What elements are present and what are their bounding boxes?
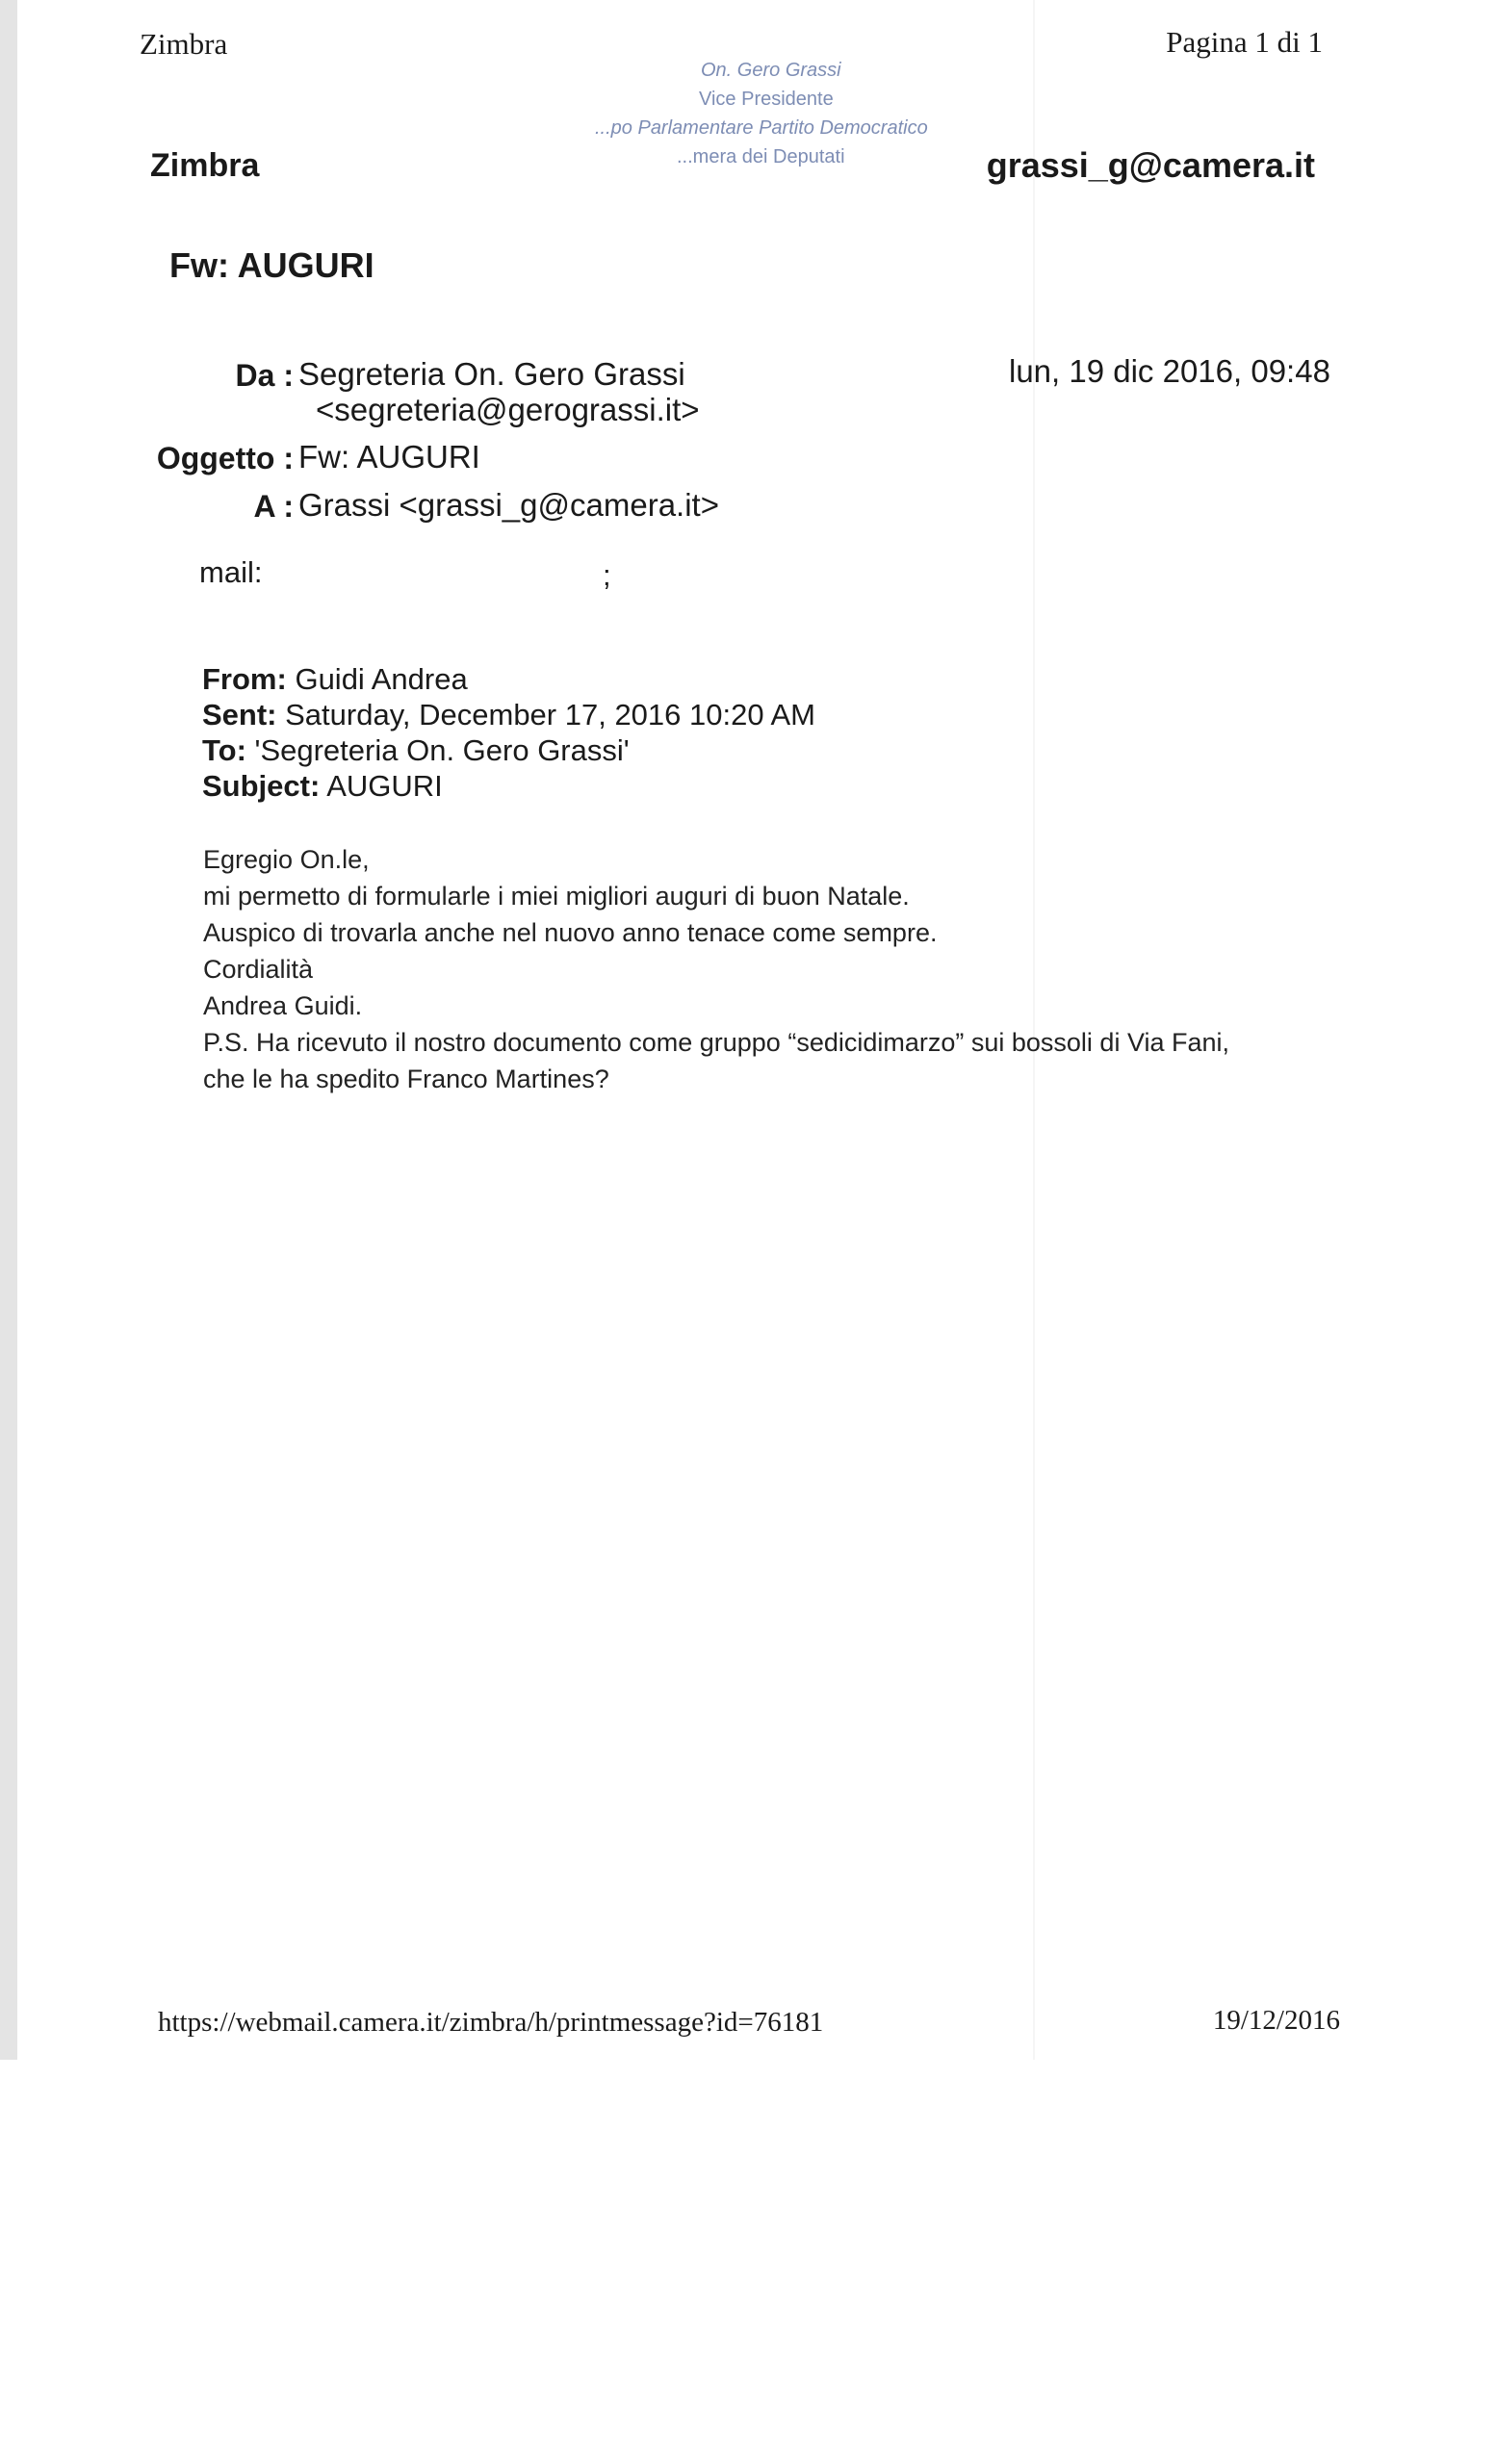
- fwd-sent-row: [202, 697, 815, 732]
- app-name: Zimbra: [150, 147, 260, 184]
- stamp-line-name: On. Gero Grassi: [701, 60, 841, 81]
- fwd-from-row: [202, 661, 468, 697]
- print-header-page-number: Pagina 1 di 1: [1166, 25, 1323, 59]
- fwd-subject-label: Subject:: [202, 769, 321, 803]
- message-title: Fw: AUGURI: [169, 245, 374, 285]
- body-line: Egregio On.le,: [203, 845, 370, 874]
- body-line: Auspico di trovarla anche nel nuovo anno tenace come sempre.: [203, 918, 938, 947]
- fwd-to-label: To:: [202, 733, 246, 767]
- to-value: Grassi <grassi_g@camera.it>: [298, 487, 719, 523]
- fwd-subject-value: AUGURI: [326, 769, 443, 803]
- from-name: Segreteria On. Gero Grassi: [298, 356, 685, 392]
- stamp-line-role: Vice Presidente: [699, 89, 834, 110]
- subject-label: Oggetto :: [156, 441, 294, 475]
- body-line: mi permetto di formularle i miei migliori auguri di buon Natale.: [203, 882, 910, 911]
- stamp-line-chamber: ...mera dei Deputati: [677, 146, 845, 167]
- fwd-sent-label: Sent:: [202, 698, 277, 732]
- body-line: che le ha spedito Franco Martines?: [203, 1065, 609, 1093]
- account-email: grassi_g@camera.it: [986, 145, 1315, 185]
- fwd-sent-value: Saturday, December 17, 2016 10:20 AM: [285, 698, 815, 732]
- stamp-line-group: ...po Parlamentare Partito Democratico: [595, 117, 928, 139]
- footer-date: 19/12/2016: [1212, 2005, 1340, 2036]
- body-line: Cordialità: [203, 955, 314, 984]
- mail-label: mail:: [199, 555, 263, 589]
- fwd-to-value: 'Segreteria On. Gero Grassi': [254, 733, 630, 767]
- body-line: Andrea Guidi.: [203, 991, 363, 1020]
- from-email: <segreteria@gerograssi.it>: [316, 392, 700, 427]
- message-date: lun, 19 dic 2016, 09:48: [1009, 353, 1330, 389]
- subject-value: Fw: AUGURI: [298, 439, 480, 475]
- office-stamp: [595, 56, 999, 171]
- body-line: P.S. Ha ricevuto il nostro documento come gruppo “sedicidimarzo” sui bossoli di Via Fani,: [203, 1028, 1230, 1057]
- print-header-title: Zimbra: [140, 27, 228, 61]
- fwd-subject-row: [202, 768, 443, 804]
- fwd-from-value: Guidi Andrea: [295, 662, 468, 696]
- footer-url: https://webmail.camera.it/zimbra/h/printmessage?id=76181: [158, 2007, 824, 2038]
- fwd-to-row: [202, 732, 630, 768]
- mail-separator: ;: [603, 558, 611, 592]
- to-label: A :: [253, 489, 294, 524]
- fwd-from-label: From:: [202, 662, 287, 696]
- from-label: Da :: [235, 358, 294, 393]
